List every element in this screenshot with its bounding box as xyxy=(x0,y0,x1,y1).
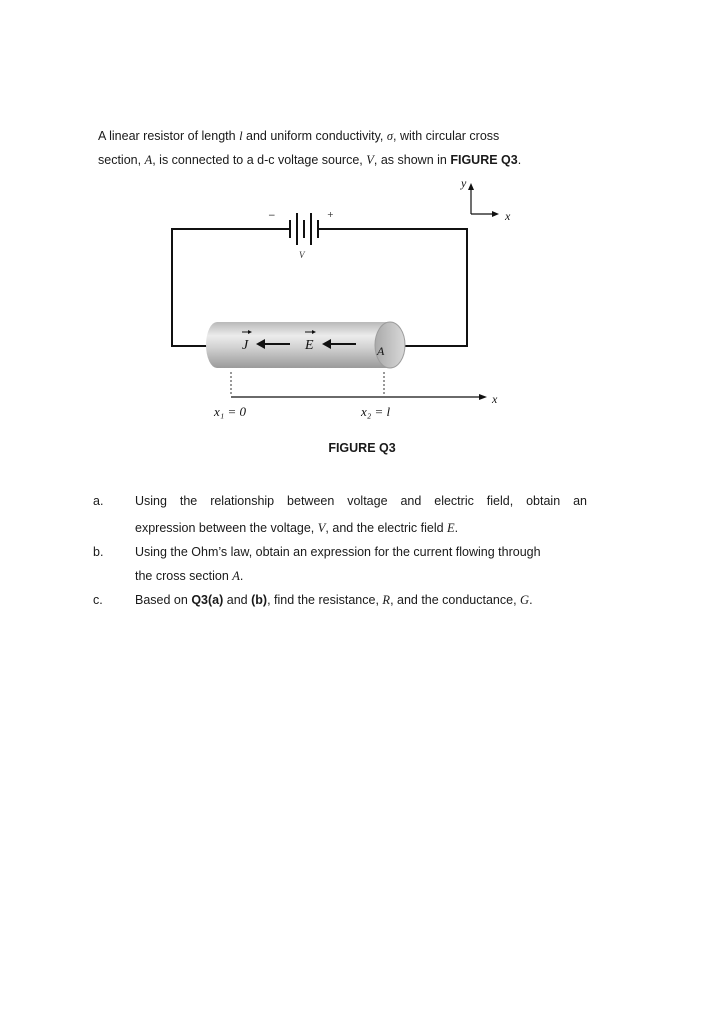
x-axis-arrow-icon xyxy=(231,394,487,400)
electric-field-label: E xyxy=(305,338,314,353)
question-text-line-2: the cross section A. xyxy=(135,569,244,583)
question-reference-a: Q3(a) xyxy=(191,593,224,607)
question-text-line-1: Using the relationship between voltage and electric field, obtain an xyxy=(135,494,587,508)
x1-position-label: x₁ = 0 xyxy=(214,404,247,419)
question-letter: b. xyxy=(93,545,104,559)
var-area: A xyxy=(232,569,240,583)
x2-position-label: x₂ = l xyxy=(361,404,391,419)
figure-caption: FIGURE Q3 xyxy=(328,441,396,455)
question-text-line-1: Based on Q3(a) and (b), find the resistance, R, and the conductance, G. xyxy=(135,593,533,607)
question-reference-b: (b) xyxy=(251,593,268,607)
axis-y-label: y xyxy=(461,176,467,190)
x-axis-label: x xyxy=(492,392,498,406)
intro-line-1: A linear resistor of length l and uniform conductivity, σ, with circular cross xyxy=(98,129,500,143)
axis-x-label: x xyxy=(505,209,511,223)
battery-icon xyxy=(290,213,318,245)
battery-plus-label: + xyxy=(327,210,334,219)
figure-reference: FIGURE Q3 xyxy=(450,153,518,167)
var-electric-field: E xyxy=(447,521,455,535)
intro-line-2: section, A, is connected to a d-c voltage source, V, as shown in FIGURE Q3. xyxy=(98,153,522,167)
question-letter: c. xyxy=(93,593,103,607)
battery-minus-label: − xyxy=(268,211,276,221)
var-sigma: σ xyxy=(386,129,394,143)
circuit-figure xyxy=(0,0,724,470)
var-length: l xyxy=(239,129,243,143)
question-text-line-2: expression between the voltage, V, and the electric field E. xyxy=(135,521,459,535)
coordinate-axes-icon xyxy=(468,183,499,217)
question-text-line-1: Using the Ohm’s law, obtain an expression for the current flowing through xyxy=(135,545,541,559)
var-resistance: R xyxy=(382,593,391,607)
var-area: A xyxy=(144,153,153,167)
battery-voltage-label: V xyxy=(299,250,305,260)
var-conductance: G xyxy=(520,593,530,607)
var-voltage: V xyxy=(366,153,374,167)
var-voltage: V xyxy=(317,521,326,535)
cross-section-area-label: A xyxy=(377,344,385,358)
question-letter: a. xyxy=(93,494,104,508)
current-density-label: J xyxy=(242,338,249,353)
